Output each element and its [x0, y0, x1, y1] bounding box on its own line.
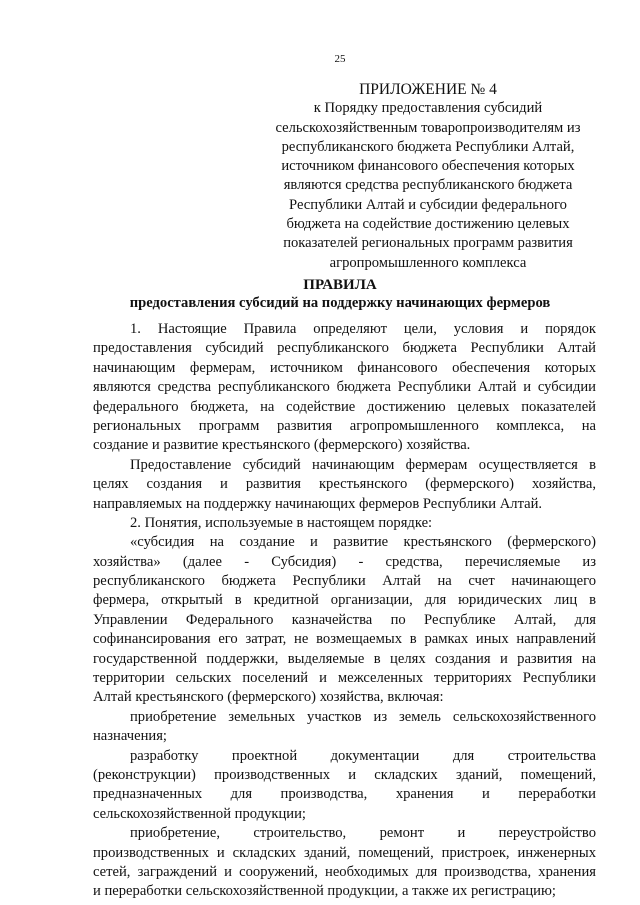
body-line: хозяйства» (далее - Субсидия) - средства, перечисляемые из [93, 553, 596, 570]
body-line: софинансирования его затрат, не возмещаемых в рамках иных направлений [93, 631, 596, 648]
body-line: государственной поддержки, выделяемые в целях создания и развития на [93, 650, 596, 667]
appendix-line: Республики Алтай и субсидии федерального [289, 196, 567, 213]
body-line: являются средства республиканского бюджета Республики Алтай и субсидии [93, 379, 596, 396]
body-line: региональных программ развития агропромышленного комплекса, на [93, 417, 596, 434]
body-line: 1. Настоящие Правила определяют цели, условия и порядок [130, 321, 596, 337]
body-line: сетей, заграждений и сооружений, необходимых для производства, хранения [93, 863, 596, 880]
body-line: приобретение земельных участков из земель сельскохозяйственного [130, 708, 596, 725]
body-line: республиканского бюджета Республики Алтай на счет начинающего [93, 573, 596, 590]
body-line: предназначенных для производства, хранения и переработки [93, 786, 596, 803]
document-title: ПРАВИЛА [303, 277, 377, 293]
appendix-line: бюджета на содействие достижению целевых [286, 216, 570, 233]
body-line: фермера, открытый в кредитной организации, для юридических лиц в [93, 592, 596, 609]
body-line: направляемых на поддержку начинающих фермеров Республики Алтай. [93, 495, 543, 512]
body-line: (реконструкции) производственных и складских зданий, помещений, [93, 766, 596, 783]
appendix-line: агропромышленного комплекса [329, 254, 527, 271]
body-line: Управлении Федерального казначейства по Республике Алтай, для [93, 611, 596, 628]
appendix-header [262, 80, 594, 273]
body-line: разработку проектной документации для строительства [130, 747, 596, 764]
body-line: назначения; [93, 728, 167, 745]
body-line: целях создания и развития крестьянского (фермерского) хозяйства, [93, 476, 596, 493]
body-line: сельскохозяйственной продукции; [93, 805, 306, 822]
body-line: создание и развитие крестьянского (фермерского) хозяйства. [93, 437, 471, 454]
appendix-line: показателей региональных программ развития [283, 235, 573, 252]
appendix-line: источником финансового обеспечения которых [281, 158, 575, 175]
body-line: и переработки сельскохозяйственной продукции, а также их регистрацию; [93, 883, 556, 900]
body-line: федерального бюджета, на содействие достижению целевых показателей [93, 398, 596, 415]
appendix-heading: ПРИЛОЖЕНИЕ № 4 [359, 81, 497, 98]
body-line: Предоставление субсидий начинающим фермерам осуществляется в [130, 456, 596, 473]
appendix-line: являются средства республиканского бюджета [283, 177, 573, 194]
document-body [93, 320, 596, 902]
body-line: приобретение, строительство, ремонт и переустройство [130, 825, 596, 842]
body-line: производственных и складских зданий, помещений, пристроек, инженерных [93, 844, 596, 861]
body-line: начинающим фермерам, источником финансового обеспечения которых [93, 359, 596, 376]
body-line: Алтай крестьянского (фермерского) хозяйства, включая: [93, 689, 444, 706]
page-number: 25 [334, 53, 346, 65]
body-line: предоставления субсидий республиканского бюджета Республики Алтай [93, 340, 596, 357]
appendix-line: к Порядку предоставления субсидий [313, 100, 543, 117]
document-subtitle: предоставления субсидий на поддержку начинающих фермеров [129, 295, 551, 311]
appendix-line: республиканского бюджета Республики Алтай, [281, 138, 575, 155]
appendix-line: сельскохозяйственным товаропроизводителям из [275, 119, 581, 136]
body-line: 2. Понятия, используемые в настоящем порядке: [130, 514, 433, 531]
body-line: территории сельских поселений и межселенных территориях Республики [93, 670, 596, 687]
body-line: «субсидия на создание и развитие крестьянского (фермерского) [130, 534, 596, 551]
